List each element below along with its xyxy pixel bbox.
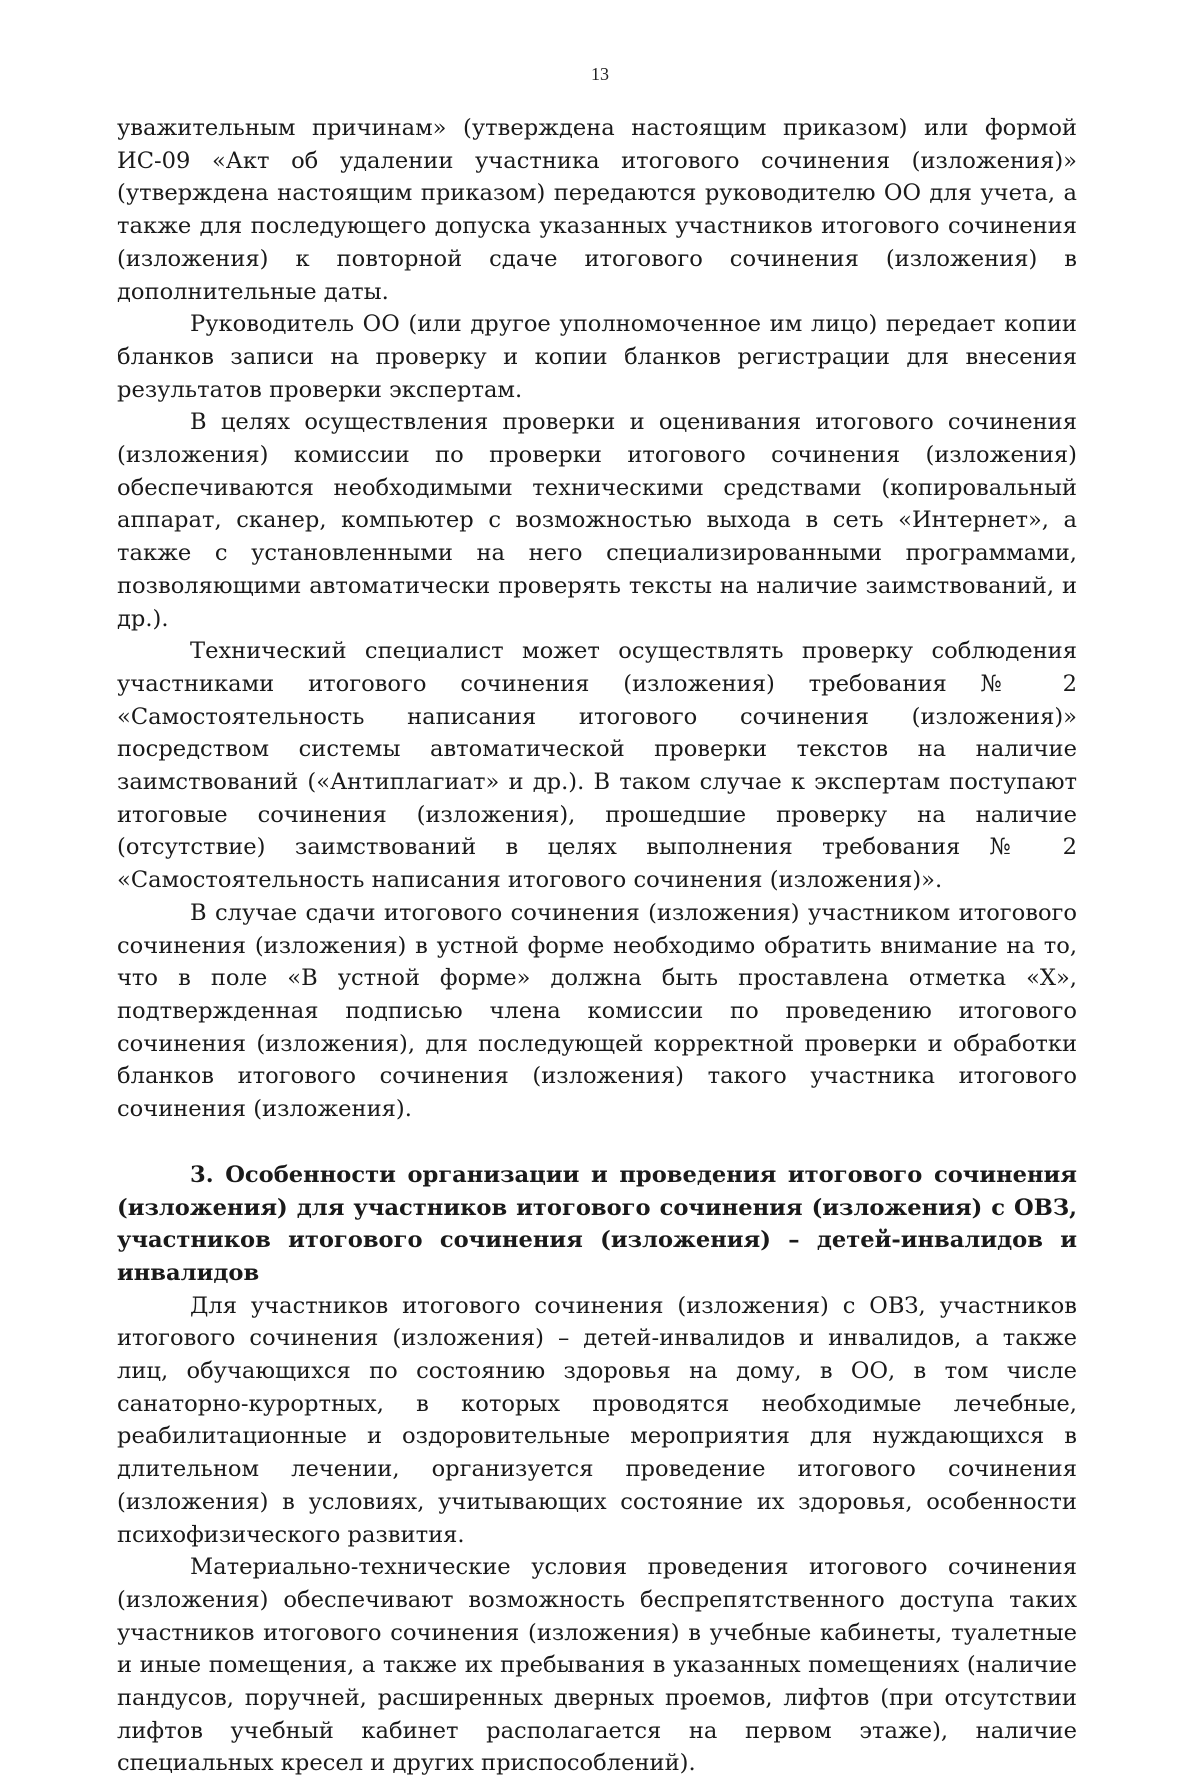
- section-heading: 3. Особенности организации и проведения итогового сочинения (изложения) для участников итогового сочинения (изложения) с ОВЗ, участников итогового сочинения (изложения) – детей-инвалидов и инвалидов: [117, 1161, 1077, 1286]
- section-paragraph: Для участников итогового сочинения (изложения) с ОВЗ, участников итогового сочинения (изложения) – детей-инвалидов и инвалидов, а также лиц, обучающихся по состоянию здоровья на дому, в ОО, в том числе санаторно-курортных, в которых проводятся необходимые лечебные, реабилитационные и оздоровительные мероприятия для нуждающихся в длительном лечении, организуется проведение итогового сочинения (изложения) в условиях, учитывающих состояние их здоровья, особенности психофизического развития.: [117, 1292, 1077, 1548]
- section-paragraph: Материально-технические условия проведения итогового сочинения (изложения) обеспечивают возможность беспрепятственного доступа таких участников итогового сочинения (изложения) в учебные кабинеты, туалетные и иные помещения, а также их пребывания в указанных помещениях (наличие пандусов, поручней, расширенных дверных проемов, лифтов (при отсутствии лифтов учебный кабинет располагается на первом этаже), наличие специальных кресел и других приспособлений).: [117, 1554, 1077, 1777]
- paragraph: В целях осуществления проверки и оценивания итогового сочинения (изложения) комиссии по проверки итогового сочинения (изложения) обеспечиваются необходимыми техническими средствами (копировальный аппарат, сканер, компьютер с возможностью выхода в сеть «Интернет», а также с установленными на него специализированными программами, позволяющими автоматически проверять тексты на наличие заимствований, и др.).: [117, 409, 1077, 632]
- document-body: [117, 112, 1077, 1780]
- paragraph: Технический специалист может осуществлять проверку соблюдения участниками итогового сочинения (изложения) требования № 2 «Самостоятельность написания итогового сочинения (изложения)» посредством системы автоматической проверки текстов на наличие заимствований («Антиплагиат» и др.). В таком случае к экспертам поступают итоговые сочинения (изложения), прошедшие проверку на наличие (отсутствие) заимствований в целях выполнения требования № 2 «Самостоятельность написания итогового сочинения (изложения)».: [117, 638, 1077, 894]
- page-number: 13: [591, 64, 609, 84]
- paragraph-continuation: уважительным причинам» (утверждена настоящим приказом) или формой ИС-09 «Акт об удалении участника итогового сочинения (изложения)» (утверждена настоящим приказом) передаются руководителю ОО для учета, а также для последующего допуска указанных участников итогового сочинения (изложения) к повторной сдаче итогового сочинения (изложения) в дополнительные даты.: [117, 115, 1077, 305]
- paragraph: Руководитель ОО (или другое уполномоченное им лицо) передает копии бланков записи на проверку и копии бланков регистрации для внесения результатов проверки экспертам.: [117, 311, 1077, 403]
- paragraph: В случае сдачи итогового сочинения (изложения) участником итогового сочинения (изложения) в устной форме необходимо обратить внимание на то, что в поле «В устной форме» должна быть проставлена отметка «Х», подтвержденная подписью члена комиссии по проведению итогового сочинения (изложения), для последующей корректной проверки и обработки бланков итогового сочинения (изложения) такого участника итогового сочинения (изложения).: [117, 899, 1077, 1123]
